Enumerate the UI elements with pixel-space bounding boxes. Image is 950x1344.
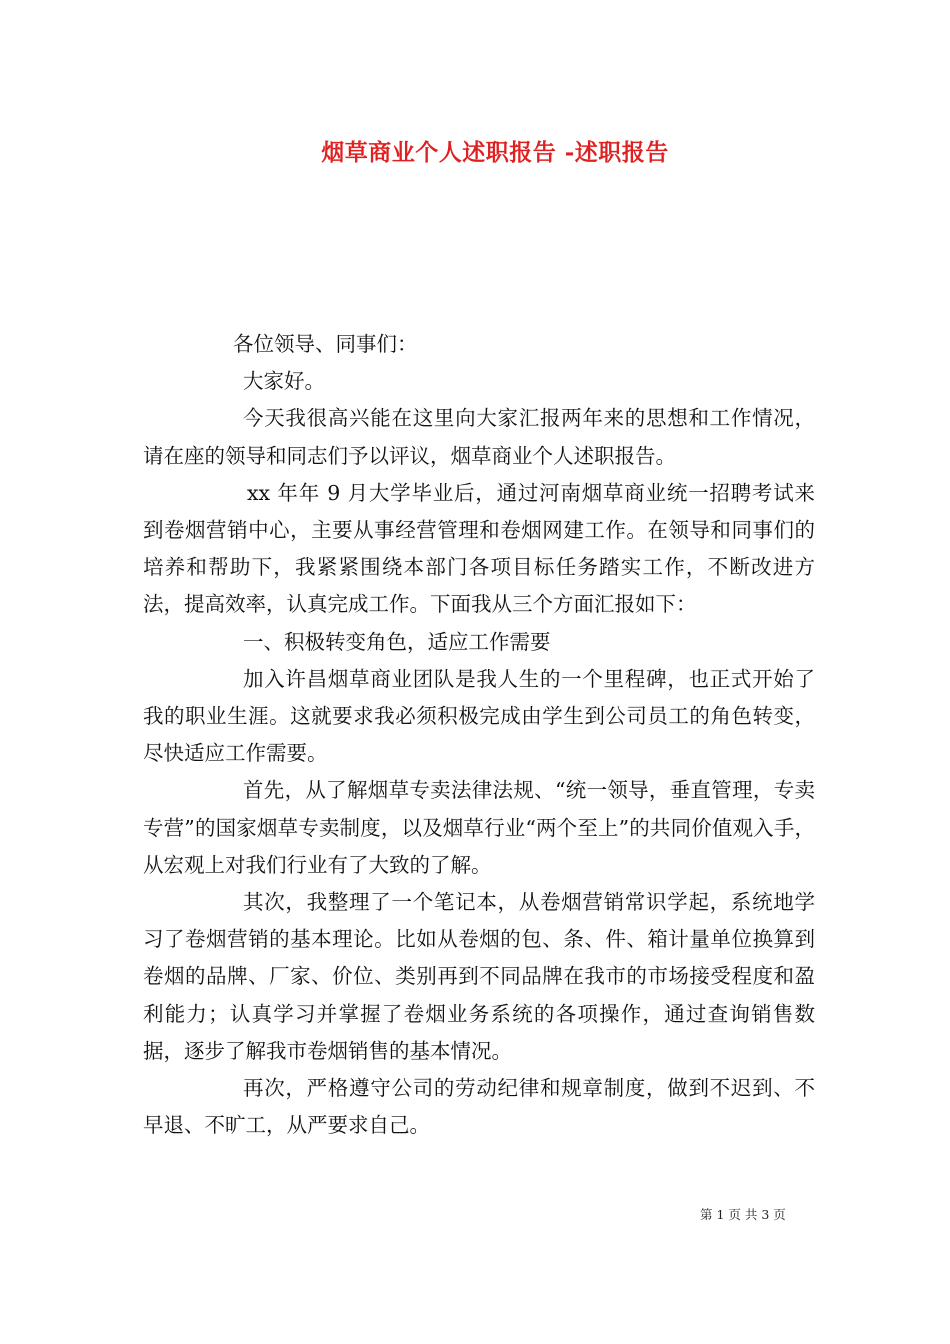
salutation: 各位领导、同事们： xyxy=(233,332,418,356)
paragraph-milestone: 加入许昌烟草商业团队是我人生的一个里程碑，也正式开始了我的职业生涯。这就要求我必须积极完成由学生到公司员工的角色转变，尽快适应工作需要。 xyxy=(143,666,815,766)
paragraph-background: xx 年年 9 月大学毕业后，通过河南烟草商业统一招聘考试来到卷烟营销中心，主要从事经营管理和卷烟网建工作。在领导和同事们的培养和帮助下，我紧紧围绕本部门各项目标任务踏实工作，不断改进方法，提高效率，认真完成工作。下面我从三个方面汇报如下： xyxy=(143,480,815,617)
document-body xyxy=(143,326,815,1144)
paragraph-intro: 今天我很高兴能在这里向大家汇报两年来的思想和工作情况，请在座的领导和同志们予以评议，烟草商业个人述职报告。 xyxy=(143,406,815,468)
paragraph-first: 首先，从了解烟草专卖法律法规、“统一领导，垂直管理，专卖专营”的国家烟草专卖制度，以及烟草行业“两个至上”的共同价值观入手，从宏观上对我们行业有了大致的了解。 xyxy=(143,778,815,877)
greeting: 大家好。 xyxy=(243,369,325,394)
paragraph-second: 其次，我整理了一个笔记本，从卷烟营销常识学起，系统地学习了卷烟营销的基本理论。比如从卷烟的包、条、件、箱计量单位换算到卷烟的品牌、厂家、价位、类别再到不同品牌在我市的市场接受程度和盈利能力；认真学习并掌握了卷烟业务系统的各项操作，通过查询销售数据，逐步了解我市卷烟销售的基本情况。 xyxy=(143,890,815,1063)
paragraph-third: 再次，严格遵守公司的劳动纪律和规章制度，做到不迟到、不早退、不旷工，从严要求自己。 xyxy=(143,1076,815,1138)
page-number-footer: 第 1 页 共 3 页 xyxy=(700,1207,786,1222)
document-title: 烟草商业个人述职报告 -述职报告 xyxy=(321,139,669,166)
section-heading: 一、积极转变角色，适应工作需要 xyxy=(243,629,551,654)
